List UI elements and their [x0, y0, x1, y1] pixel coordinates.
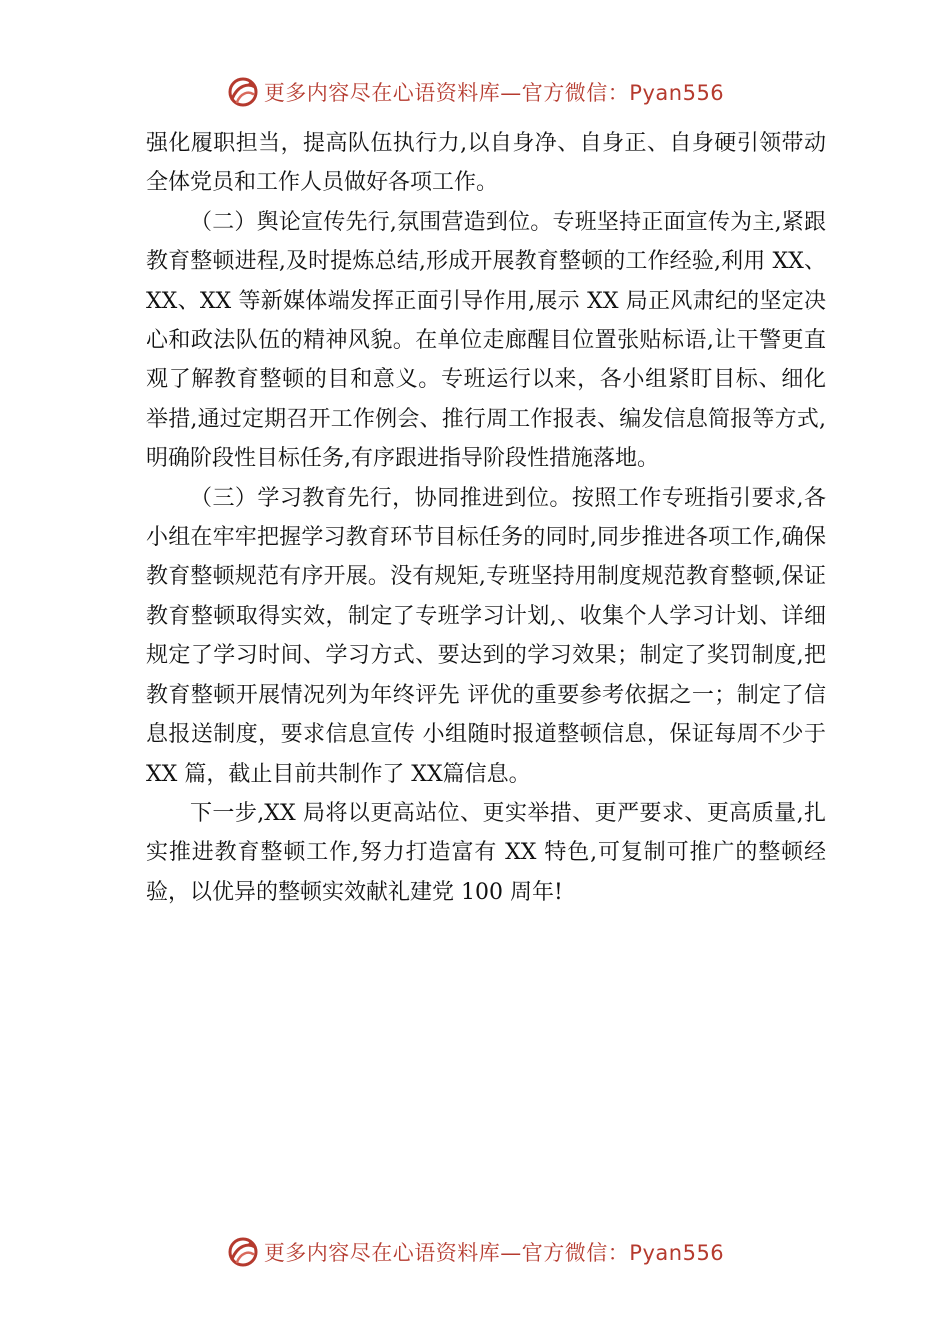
red-swirl-logo-icon: [226, 1235, 260, 1269]
footer-banner: [0, 1230, 950, 1274]
banner-text: 更多内容尽在心语资料库—官方微信：Pyan556: [263, 81, 725, 105]
red-swirl-logo-icon: [226, 75, 260, 109]
paragraph-publicity: （二）舆论宣传先行,氛围营造到位。专班坚持正面宣传为主,紧跟教育整顿进程,及时提炼总结,形成开展教育整顿的工作经验,利用 XX、XX、XX 等新媒体端发挥正面引导作用,展示 XX 局正风肃纪的坚定决心和政法队伍的精神风貌。在单位走廊醒目位置张贴标语,让干警更直观了解教育整顿的目和意义。专班运行以来，各小组紧盯目标、细化举措,通过定期召开工作例会、推行周工作报表、编发信息简报等方式,明确阶段性目标任务,有序跟进指导阶段性措施落地。: [146, 209, 826, 472]
banner-text: 更多内容尽在心语资料库—官方微信：Pyan556: [263, 1241, 725, 1265]
paragraph-study-education: （三）学习教育先行，协同推进到位。按照工作专班指引要求,各小组在牢牢把握学习教育环节目标任务的同时,同步推进各项工作,确保教育整顿规范有序开展。没有规矩,专班坚持用制度规范教育整顿,保证教育整顿取得实效，制定了专班学习计划,、收集个人学习计划、详细规定了学习时间、学习方式、要达到的学习效果；制定了奖罚制度,把教育整顿开展情况列为年终评先 评优的重要参考依据之一；制定了信息报送制度，要求信息宣传 小组随时报道整顿信息，保证每周不少于 XX 篇，截止目前共制作了 XX篇信息。: [146, 485, 826, 787]
document-body: [146, 124, 826, 912]
paragraph-next-step: 下一步,XX 局将以更高站位、更实举措、更严要求、更高质量,扎实推进教育整顿工作,努力打造富有 XX 特色,可复制可推广的整顿经验，以优异的整顿实效献礼建党 100 周年!: [146, 800, 826, 905]
paragraph-continued: 强化履职担当，提高队伍执行力,以自身净、自身正、自身硬引领带动全体党员和工作人员做好各项工作。: [146, 131, 826, 196]
header-banner: [0, 70, 950, 114]
